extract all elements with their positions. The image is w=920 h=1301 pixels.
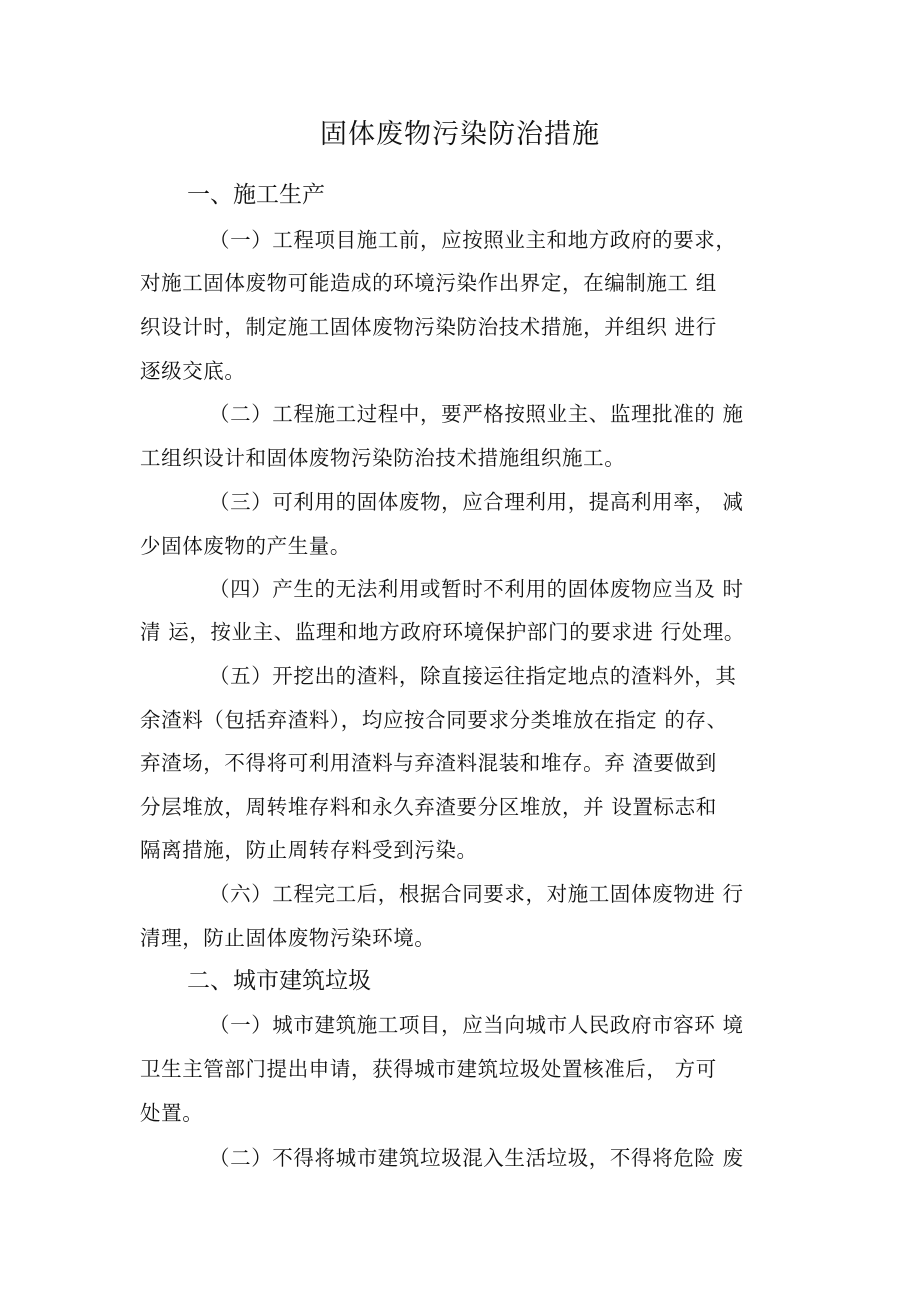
paragraph-line: 余渣料（包括弃渣料），均应按合同要求分类堆放在指定 的存、 [140, 708, 728, 732]
paragraph-line: 对施工固体废物可能造成的环境污染作出界定，在编制施工 组 [140, 271, 717, 295]
paragraph-line: 隔离措施，防止周转存料受到污染。 [140, 838, 478, 862]
paragraph-line: 清 运，按业主、监理和地方政府环境保护部门的要求进 行处理。 [140, 620, 746, 644]
paragraph-line: （四）产生的无法利用或暂时不利用的固体废物应当及 时 [209, 577, 744, 601]
paragraph-line: （二）工程施工过程中，要严格按照业主、监理批准的 施 [209, 402, 744, 426]
paragraph-line: 织设计时，制定施工固体废物污染防治技术措施，并组织 进行 [140, 315, 717, 339]
paragraph-line: （三）可利用的固体废物，应合理利用，提高利用率， 减 [209, 490, 744, 514]
paragraph-line: 卫生主管部门提出申请，获得城市建筑垃圾处置核准后， 方可 [140, 1057, 717, 1081]
paragraph-line: 分层堆放，周转堆存料和永久弃渣要分区堆放，并 设置标志和 [140, 795, 717, 819]
paragraph-line: （一）工程项目施工前，应按照业主和地方政府的要求， [209, 228, 737, 252]
paragraph-line: 逐级交底。 [140, 359, 246, 383]
paragraph-line: （五）开挖出的渣料，除直接运往指定地点的渣料外，其 [209, 664, 737, 688]
document-title: 固体废物污染防治措施 [320, 119, 600, 150]
paragraph-line: 弃渣场，不得将可利用渣料与弃渣料混装和堆存。弃 渣要做到 [140, 751, 717, 775]
paragraph-line: 清理，防止固体废物污染环境。 [140, 926, 436, 950]
paragraph-line: 少固体废物的产生量。 [140, 534, 351, 558]
section-heading: 二、城市建筑垃圾 [187, 968, 371, 994]
paragraph-line: （六）工程完工后，根据合同要求，对施工固体废物进 行 [209, 882, 744, 906]
section-heading: 一、施工生产 [187, 182, 325, 208]
paragraph-line: （二）不得将城市建筑垃圾混入生活垃圾，不得将危险 废 [209, 1146, 744, 1170]
paragraph-line: 工组织设计和固体废物污染防治技术措施组织施工。 [140, 446, 626, 470]
paragraph-line: 处置。 [140, 1101, 204, 1125]
paragraph-line: （一）城市建筑施工项目，应当向城市人民政府市容环 境 [209, 1013, 744, 1037]
